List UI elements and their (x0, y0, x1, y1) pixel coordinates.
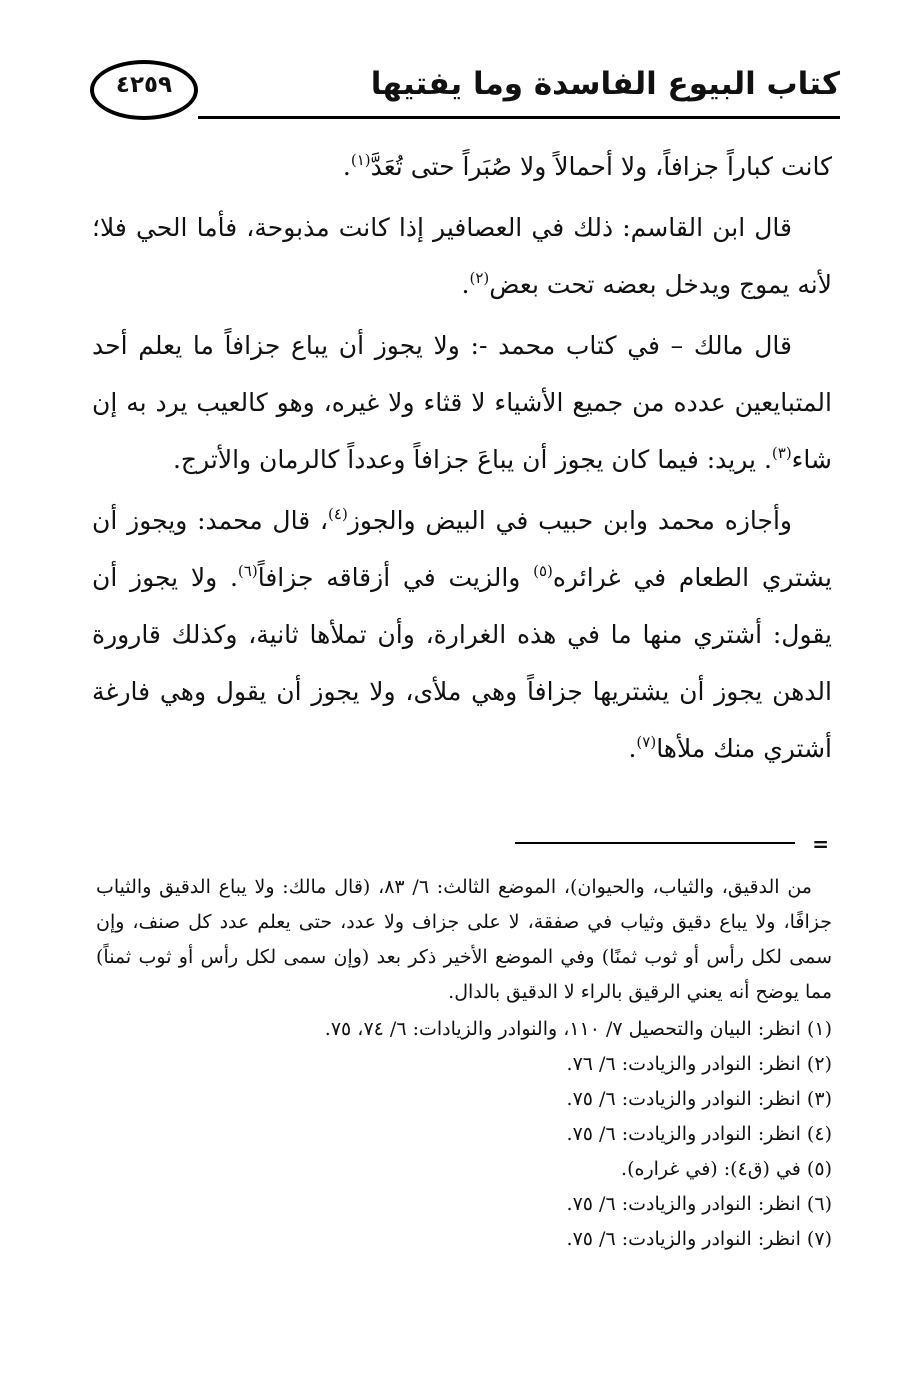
footnote-separator (515, 828, 835, 858)
footnote-ref-6: (٦) (237, 562, 258, 580)
paragraph-4: وأجازه محمد وابن حبيب في البيض والجوز$^{(٤)}$، قال محمد: ويجوز أن يشتري الطعام في غرائره$^{(٥)}$ والزيت في أزقاقه جزافاً$^{(٦)}$. ولا يجوز أن يقول: أشتري منها ما في هذه الغرارة، وأن تملأها ثانية، وكذلك قارورة الدهن يجوز أن يشتريها جزافاً وهي ملأى، ولا يجوز أن يقول وهي فارغة أشتري منك ملأها$^{(٧)}$. (92, 505, 832, 763)
footnote-ref-5: (٥) (533, 562, 553, 580)
footnote-ref-1: (١) (350, 151, 371, 169)
footnote-4: (٤) انظر: النوادر والزيادت: ٦/ ٧٥. (566, 1123, 832, 1145)
running-title: كتاب البيوع الفاسدة وما يفتيها (370, 66, 840, 102)
footnote-2: (٢) انظر: النوادر والزيادت: ٦/ ٧٦. (566, 1053, 832, 1075)
main-text (92, 138, 832, 781)
page-header (90, 58, 840, 128)
footnote-ref-7: (٧) (636, 733, 657, 751)
footnote-6: (٦) انظر: النوادر والزيادت: ٦/ ٧٥. (566, 1193, 832, 1215)
footnote-7: (٧) انظر: النوادر والزيادت: ٦/ ٧٥. (566, 1228, 832, 1250)
header-rule (198, 116, 840, 119)
page-number: ٤٢٥٩ (115, 72, 173, 98)
footnotes (96, 870, 832, 1257)
footnote-3: (٣) انظر: النوادر والزيادت: ٦/ ٧٥. (566, 1088, 832, 1110)
footnote-ref-2: (٢) (469, 269, 490, 287)
footnote-continuation-mark: = (812, 832, 829, 856)
footnote-ref-4: (٤) (328, 505, 348, 523)
footnote-5: (٥) في (ق٤): (في غراره). (621, 1158, 832, 1180)
footnote-1: (١) انظر: البيان والتحصيل ٧/ ١١٠، والنوادر والزيادات: ٦/ ٧٤، ٧٥. (324, 1018, 832, 1040)
footnote-continuation: من الدقيق، والثياب، والحيوان)، الموضع الثالث: ٦/ ٨٣، (قال مالك: ولا يباع الدقيق والثياب جزافًا، ولا يباع دقيق وثياب في صفقة، لا على جزاف ولا عدد، حتى يعلم عدد كل صنف، وإن سمى لكل رأس أو ثوب ثمنًا) وفي الموضع الأخير ذكر بعد (وإن سمى لكل رأس أو ثوب ثمناً) مما يوضح أنه يعني الرقيق بالراء لا الدقيق بالدال. (96, 876, 832, 1003)
footnote-ref-3: (٣) (771, 444, 792, 462)
paragraph-2: قال ابن القاسم: ذلك في العصافير إذا كانت مذبوحة، فأما الحي فلا؛ لأنه يموج ويدخل بعضه تحت بعض$^{(٢)}$. (92, 213, 832, 299)
paragraph-3: قال مالك – في كتاب محمد -: ولا يجوز أن يباع جزافاً ما يعلم أحد المتبايعين عدده من جميع الأشياء لا قثاء ولا غيره، وهو كالعيب يرد به إن شاء$^{(٣)}$. يريد: فيما كان يجوز أن يباعَ جزافاً وعدداً كالرمان والأترج. (92, 331, 832, 474)
footnote-rule (515, 842, 795, 844)
paragraph-1: كانت كباراً جزافاً، ولا أحمالاً ولا صُبَراً حتى تُعَدَّ$^{(١)}$. (342, 151, 832, 181)
